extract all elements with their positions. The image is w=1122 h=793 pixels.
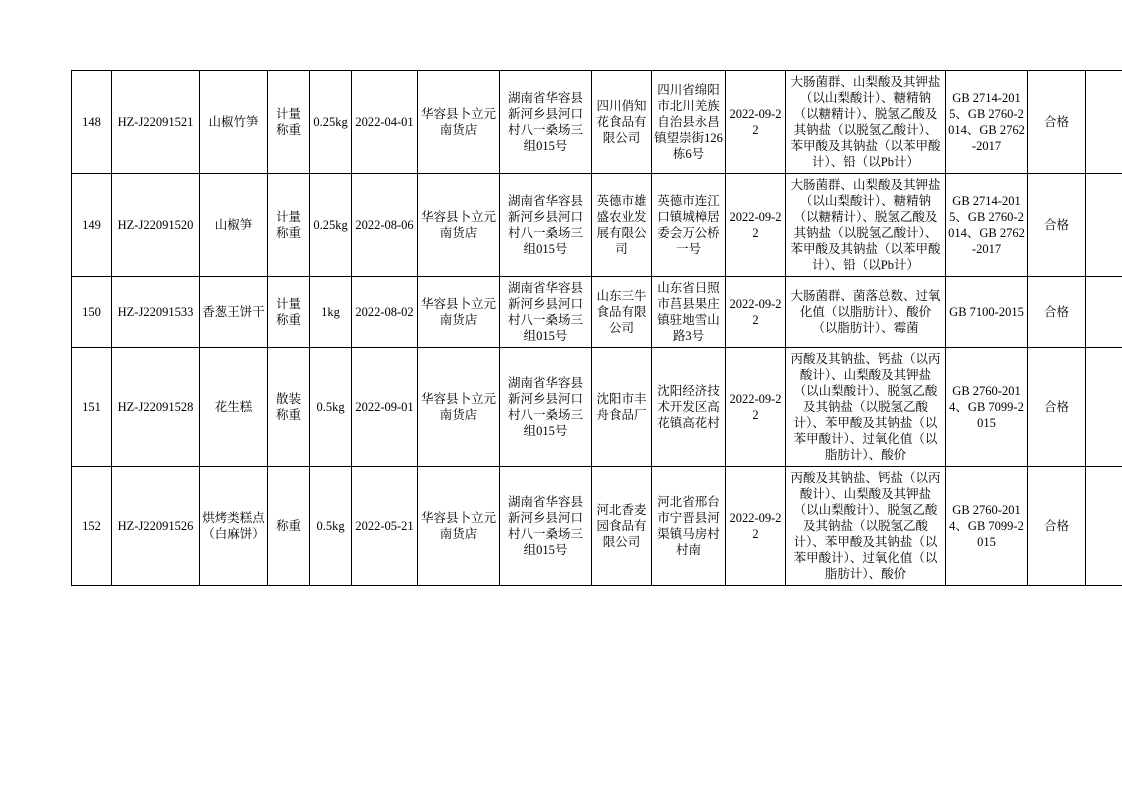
table-row: [72, 348, 1122, 467]
cell-manufacturer-name: 山东三牛食品有限公司: [592, 277, 652, 348]
cell-quantity: 0.5kg: [310, 348, 352, 467]
cell-sample-code: HZ-J22091533: [112, 277, 200, 348]
cell-standard: GB 2714-2015、GB 2760-2014、GB 2762-2017: [946, 71, 1028, 174]
cell-spec: 计量称重: [268, 277, 310, 348]
cell-quantity: 0.25kg: [310, 174, 352, 277]
cell-manufacturer-name: 四川俏知花食品有限公司: [592, 71, 652, 174]
cell-manufacturer-name: 河北香麦园食品有限公司: [592, 467, 652, 586]
cell-spec: 计量称重: [268, 174, 310, 277]
cell-manufacturer-address: 河北省邢台市宁晋县河渠镇马房村村南: [652, 467, 726, 586]
cell-result: 合格: [1028, 348, 1086, 467]
cell-standard: GB 2714-2015、GB 2760-2014、GB 2762-2017: [946, 174, 1028, 277]
cell-food-name: 山椒笋: [200, 174, 268, 277]
inspection-results-table: [71, 70, 1122, 586]
cell-seller-address: 湖南省华容县新河乡县河口村八一桑场三组015号: [500, 174, 592, 277]
cell-manufacturer-address: 沈阳经济技术开发区高花镇高花村: [652, 348, 726, 467]
cell-sample-code: HZ-J22091528: [112, 348, 200, 467]
cell-seller-address: 湖南省华容县新河乡县河口村八一桑场三组015号: [500, 71, 592, 174]
cell-manufacturer-name: 英德市雄盛农业发展有限公司: [592, 174, 652, 277]
cell-seller-address: 湖南省华容县新河乡县河口村八一桑场三组015号: [500, 277, 592, 348]
cell-inspection-date: 2022-09-22: [726, 277, 786, 348]
table-row: [72, 277, 1122, 348]
table-row: [72, 467, 1122, 586]
table-row: [72, 174, 1122, 277]
cell-inspection-items: 大肠菌群、山梨酸及其钾盐（以山梨酸计）、糖精钠（以糖精计）、脱氢乙酸及其钠盐（以脱氢乙酸计）、苯甲酸及其钠盐（以苯甲酸计）、铅（以Pb计）: [786, 71, 946, 174]
cell-manufacturer-address: 四川省绵阳市北川羌族自治县永昌镇望崇街126栋6号: [652, 71, 726, 174]
cell-remark: [1086, 348, 1122, 467]
cell-remark: [1086, 277, 1122, 348]
cell-inspection-items: 大肠菌群、菌落总数、过氧化值（以脂肪计）、酸价（以脂肪计）、霉菌: [786, 277, 946, 348]
cell-spec: 散装称重: [268, 348, 310, 467]
cell-result: 合格: [1028, 467, 1086, 586]
cell-inspection-date: 2022-09-22: [726, 174, 786, 277]
cell-spec: 称重: [268, 467, 310, 586]
cell-food-name: 香葱王饼干: [200, 277, 268, 348]
cell-index: 149: [72, 174, 112, 277]
table-row: [72, 71, 1122, 174]
cell-seller-name: 华容县卜立元南货店: [418, 174, 500, 277]
cell-index: 148: [72, 71, 112, 174]
cell-seller-address: 湖南省华容县新河乡县河口村八一桑场三组015号: [500, 348, 592, 467]
cell-standard: GB 2760-2014、GB 7099-2015: [946, 348, 1028, 467]
cell-food-name: 花生糕: [200, 348, 268, 467]
cell-sample-code: HZ-J22091521: [112, 71, 200, 174]
cell-manufacturer-address: 英德市连江口镇城樟居委会万公桥一号: [652, 174, 726, 277]
cell-result: 合格: [1028, 277, 1086, 348]
cell-standard: GB 2760-2014、GB 7099-2015: [946, 467, 1028, 586]
cell-seller-name: 华容县卜立元南货店: [418, 71, 500, 174]
cell-remark: [1086, 467, 1122, 586]
cell-inspection-date: 2022-09-22: [726, 467, 786, 586]
cell-quantity: 0.25kg: [310, 71, 352, 174]
cell-food-name: 山椒竹笋: [200, 71, 268, 174]
cell-production-date: 2022-05-21: [352, 467, 418, 586]
cell-sample-code: HZ-J22091520: [112, 174, 200, 277]
cell-inspection-items: 大肠菌群、山梨酸及其钾盐（以山梨酸计）、糖精钠（以糖精计）、脱氢乙酸及其钠盐（以脱氢乙酸计）、苯甲酸及其钠盐（以苯甲酸计）、铅（以Pb计）: [786, 174, 946, 277]
cell-inspection-items: 丙酸及其钠盐、钙盐（以丙酸计）、山梨酸及其钾盐（以山梨酸计）、脱氢乙酸及其钠盐（以脱氢乙酸计）、苯甲酸及其钠盐（以苯甲酸计）、过氧化值（以脂肪计）、酸价: [786, 348, 946, 467]
cell-seller-name: 华容县卜立元南货店: [418, 277, 500, 348]
cell-quantity: 1kg: [310, 277, 352, 348]
cell-inspection-items: 丙酸及其钠盐、钙盐（以丙酸计）、山梨酸及其钾盐（以山梨酸计）、脱氢乙酸及其钠盐（以脱氢乙酸计）、苯甲酸及其钠盐（以苯甲酸计）、过氧化值（以脂肪计）、酸价: [786, 467, 946, 586]
cell-seller-name: 华容县卜立元南货店: [418, 467, 500, 586]
cell-seller-address: 湖南省华容县新河乡县河口村八一桑场三组015号: [500, 467, 592, 586]
cell-index: 151: [72, 348, 112, 467]
cell-inspection-date: 2022-09-22: [726, 348, 786, 467]
cell-production-date: 2022-08-02: [352, 277, 418, 348]
cell-production-date: 2022-04-01: [352, 71, 418, 174]
inspection-table-container: [71, 70, 1069, 586]
cell-manufacturer-address: 山东省日照市莒县果庄镇驻地雪山路3号: [652, 277, 726, 348]
cell-index: 152: [72, 467, 112, 586]
cell-remark: [1086, 71, 1122, 174]
cell-index: 150: [72, 277, 112, 348]
cell-food-name: 烘烤类糕点（白麻饼）: [200, 467, 268, 586]
cell-quantity: 0.5kg: [310, 467, 352, 586]
cell-result: 合格: [1028, 174, 1086, 277]
cell-standard: GB 7100-2015: [946, 277, 1028, 348]
cell-inspection-date: 2022-09-22: [726, 71, 786, 174]
cell-manufacturer-name: 沈阳市丰舟食品厂: [592, 348, 652, 467]
cell-remark: [1086, 174, 1122, 277]
cell-production-date: 2022-08-06: [352, 174, 418, 277]
cell-spec: 计量称重: [268, 71, 310, 174]
cell-seller-name: 华容县卜立元南货店: [418, 348, 500, 467]
cell-sample-code: HZ-J22091526: [112, 467, 200, 586]
cell-production-date: 2022-09-01: [352, 348, 418, 467]
cell-result: 合格: [1028, 71, 1086, 174]
